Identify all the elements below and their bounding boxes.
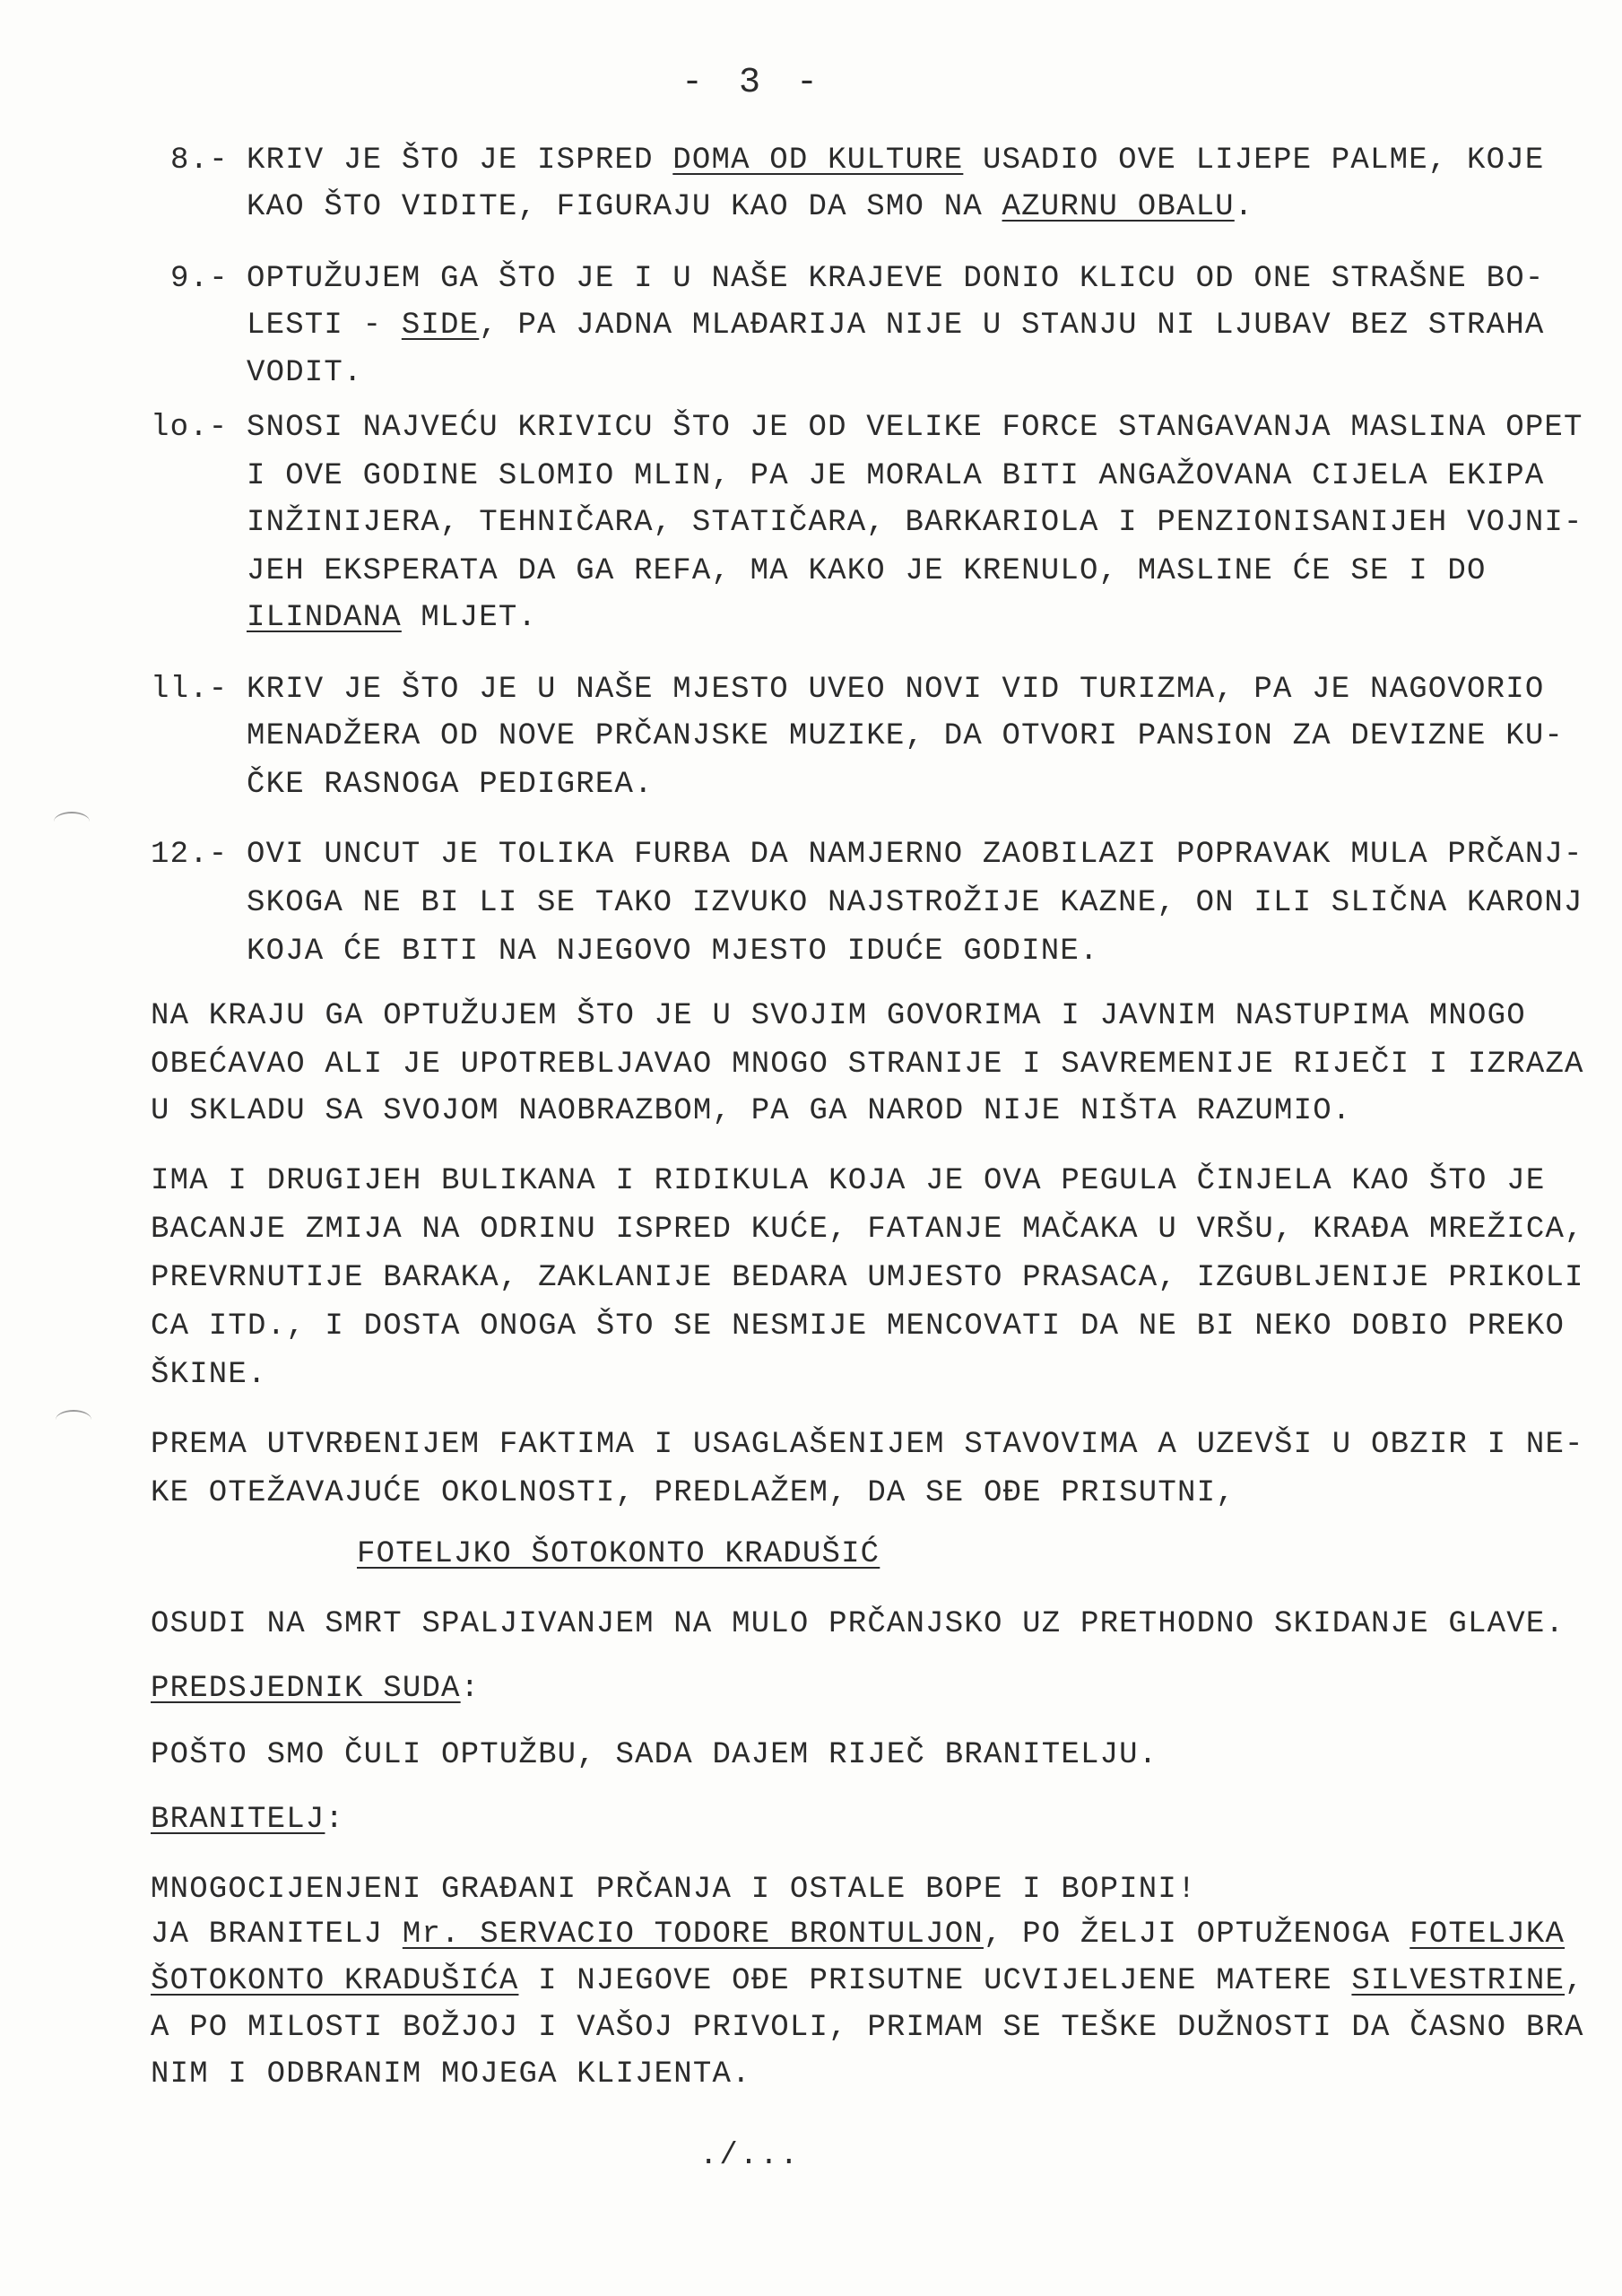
paragraph-line: U SKLADU SA SVOJOM NAOBRAZBOM, PA GA NAROD NIJE NIŠTA RAZUMIO. [151, 1094, 1352, 1128]
underlined-text: Mr. SERVACIO TODORE BRONTULJON [402, 1918, 984, 1952]
defender-line: MNOGOCIJENJENI GRAĐANI PRČANJA I OSTALE BOPE I BOPINI! [151, 1873, 1197, 1907]
continuation-mark: ./... [699, 2139, 801, 2173]
item-line: OVI UNCUT JE TOLIKA FURBA DA NAMJERNO ZAOBILAZI POPRAVAK MULA PRČANJ- [247, 838, 1583, 872]
defender-line: NIM I ODBRANIM MOJEGA KLIJENTA. [151, 2057, 751, 2092]
underlined-text: SILVESTRINE [1351, 1964, 1566, 1998]
paragraph-line: PREVRNUTIJE BARAKA, ZAKLANIJE BEDARA UMJESTO PRASACA, IZGUBLJENIJE PRIKOLI [151, 1261, 1584, 1295]
paragraph-line: OBEĆAVAO ALI JE UPOTREBLJAVAO MNOGO STRANIJE I SAVREMENIJE RIJEČI I IZRAZA [151, 1048, 1584, 1082]
item-line: INŽINIJERA, TEHNIČARA, STATIČARA, BARKARIOLA I PENZIONISANIJEH VOJNI- [247, 506, 1583, 540]
sentence-text: OSUDI NA SMRT SPALJIVANJEM NA MULO PRČANJSKO UZ PRETHODNO SKIDANJE GLAVE. [151, 1607, 1566, 1641]
judge-text: POŠTO SMO ČULI OPTUŽBU, SADA DAJEM RIJEČ BRANITELJU. [151, 1738, 1158, 1772]
item-line: VODIT. [247, 356, 363, 390]
judge-label-text: PREDSJEDNIK SUDA [151, 1672, 461, 1706]
item-line: KRIV JE ŠTO JE ISPRED DOMA OD KULTURE USADIO OVE LIJEPE PALME, KOJE [247, 144, 1545, 178]
item-line: OPTUŽUJEM GA ŠTO JE I U NAŠE KRAJEVE DONIO KLICU OD ONE STRAŠNE BO- [247, 262, 1545, 296]
judge-label: PREDSJEDNIK SUDA: [151, 1672, 481, 1706]
item-number: 9.- [170, 262, 229, 296]
item-number: 12.- [151, 838, 229, 872]
margin-mark [54, 812, 90, 831]
defender-label-text: BRANITELJ [151, 1803, 325, 1837]
item-line: SNOSI NAJVEĆU KRIVICU ŠTO JE OD VELIKE FORCE STANGAVANJA MASLINA OPET [247, 411, 1583, 445]
paragraph-line: ŠKINE. [151, 1358, 267, 1392]
margin-mark [56, 1410, 91, 1430]
item-line: MENADŽERA OD NOVE PRČANJSKE MUZIKE, DA OTVORI PANSION ZA DEVIZNE KU- [247, 719, 1565, 753]
underlined-text: FOTELJKA [1409, 1918, 1566, 1952]
item-line: ČKE RASNOGA PEDIGREA. [247, 768, 654, 802]
underlined-text: AZURNU OBALU [1002, 190, 1235, 224]
underlined-text: ILINDANA [247, 601, 402, 635]
underlined-text: DOMA OD KULTURE [672, 144, 964, 178]
paragraph-line: IMA I DRUGIJEH BULIKANA I RIDIKULA KOJA JE OVA PEGULA ČINJELA KAO ŠTO JE [151, 1164, 1546, 1198]
page-number: - 3 - [681, 63, 826, 103]
item-line: SKOGA NE BI LI SE TAKO IZVUKO NAJSTROŽIJE KAZNE, ON ILI SLIČNA KARONJ [247, 886, 1583, 920]
underlined-text: ŠOTOKONTO KRADUŠIĆA [151, 1964, 519, 1998]
paragraph-line: BACANJE ZMIJA NA ODRINU ISPRED KUĆE, FATANJE MAČAKA U VRŠU, KRAĐA MREŽICA, [151, 1213, 1584, 1247]
paragraph-line: KE OTEŽAVAJUĆE OKOLNOSTI, PREDLAŽEM, DA SE OĐE PRISUTNI, [151, 1476, 1236, 1510]
item-number: ll.- [151, 673, 229, 707]
item-line: JEH EKSPERATA DA GA REFA, MA KAKO JE KRENULO, MASLINE ĆE SE I DO [247, 554, 1487, 588]
item-line: KAO ŠTO VIDITE, FIGURAJU KAO DA SMO NA AZURNU OBALU. [247, 190, 1254, 224]
underlined-text: SIDE [401, 309, 480, 343]
defender-label: BRANITELJ: [151, 1803, 345, 1837]
defender-line: ŠOTOKONTO KRADUŠIĆA I NJEGOVE OĐE PRISUTNE UCVIJELJENE MATERE SILVESTRINE, [151, 1964, 1584, 1998]
accused-name: FOTELJKO ŠOTOKONTO KRADUŠIĆ [357, 1537, 880, 1571]
item-line: LESTI - SIDE, PA JADNA MLAĐARIJA NIJE U STANJU NI LJUBAV BEZ STRAHA [247, 309, 1545, 343]
item-line: KRIV JE ŠTO JE U NAŠE MJESTO UVEO NOVI VID TURIZMA, PA JE NAGOVORIO [247, 673, 1545, 707]
defender-line: A PO MILOSTI BOŽJOJ I VAŠOJ PRIVOLI, PRIMAM SE TEŠKE DUŽNOSTI DA ČASNO BRA [151, 2011, 1584, 2045]
defender-line: JA BRANITELJ Mr. SERVACIO TODORE BRONTULJON, PO ŽELJI OPTUŽENOGA FOTELJKA [151, 1918, 1566, 1952]
paragraph-line: PREMA UTVRĐENIJEM FAKTIMA I USAGLAŠENIJEM STAVOVIMA A UZEVŠI U OBZIR I NE- [151, 1428, 1584, 1462]
item-line: ILINDANA MLJET. [247, 601, 538, 635]
item-line: KOJA ĆE BITI NA NJEGOVO MJESTO IDUĆE GODINE. [247, 935, 1099, 969]
item-line: I OVE GODINE SLOMIO MLIN, PA JE MORALA BITI ANGAŽOVANA CIJELA EKIPA [247, 459, 1545, 493]
item-number: lo.- [151, 411, 229, 445]
paragraph-line: NA KRAJU GA OPTUŽUJEM ŠTO JE U SVOJIM GOVORIMA I JAVNIM NASTUPIMA MNOGO [151, 999, 1526, 1033]
item-number: 8.- [170, 144, 229, 178]
paragraph-line: CA ITD., I DOSTA ONOGA ŠTO SE NESMIJE MENCOVATI DA NE BI NEKO DOBIO PREKO [151, 1309, 1566, 1344]
